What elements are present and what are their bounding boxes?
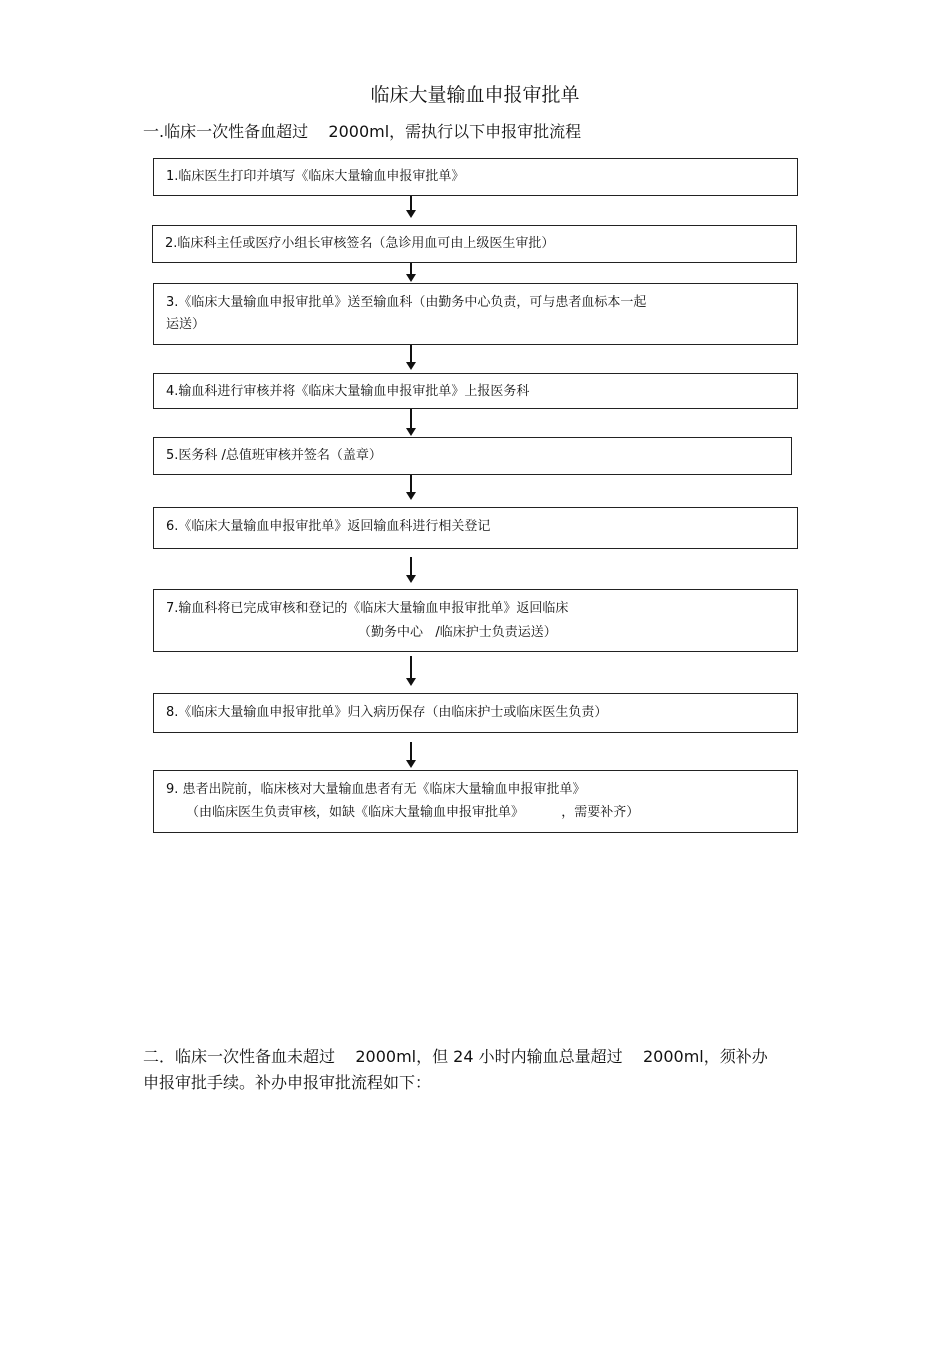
step-7-line-2: （勤务中心 /临床护士负责运送） (358, 625, 557, 640)
step-7-line-1: 7.输血科将已完成审核和登记的《临床大量输血申报审批单》返回临床 (166, 601, 569, 616)
page-title: 临床大量输血申报审批单 (370, 84, 580, 106)
step-1-line-1: 1.临床医生打印并填写《临床大量输血申报审批单》 (166, 169, 465, 184)
step-box-2 (152, 225, 797, 263)
step-8-line-1: 8.《临床大量输血申报审批单》归入病历保存（由临床护士或临床医生负责） (166, 705, 608, 720)
arrow-down-icon (404, 475, 418, 501)
arrow-down-icon (404, 742, 418, 769)
step-box-6 (153, 507, 798, 549)
step-box-1 (153, 158, 798, 196)
step-box-5 (153, 437, 792, 475)
section-2-paragraph (143, 1044, 813, 1096)
arrow-down-icon (404, 409, 418, 437)
section-1-heading: 一.临床一次性备血超过 2000ml，需执行以下申报审批流程 (143, 122, 582, 141)
arrow-down-icon (404, 656, 418, 687)
step-box-3 (153, 283, 798, 345)
arrow-down-icon (404, 196, 418, 220)
arrow-down-icon (404, 345, 418, 371)
section-2-line-2: 申报审批手续。补办申报审批流程如下： (143, 1073, 432, 1092)
step-box-9 (153, 770, 798, 833)
step-9-line-2: （由临床医生负责审核，如缺《临床大量输血申报审批单》 ，需要补齐） (186, 805, 640, 820)
step-box-8 (153, 693, 798, 733)
step-3-line-2: 运送） (166, 317, 206, 332)
section-2-line-1: 二．临床一次性备血未超过 2000ml，但 24 小时内输血总量超过 2000ml，须补办 (143, 1047, 768, 1066)
step-box-7 (153, 589, 798, 652)
step-5-line-1: 5.医务科 /总值班审核并签名（盖章） (166, 448, 382, 463)
step-2-line-1: 2.临床科主任或医疗小组长审核签名（急诊用血可由上级医生审批） (165, 236, 555, 251)
step-9-line-1: 9. 患者出院前，临床核对大量输血患者有无《临床大量输血申报审批单》 (166, 782, 586, 797)
step-box-4 (153, 373, 798, 409)
arrow-down-icon (404, 557, 418, 584)
step-3-line-1: 3.《临床大量输血申报审批单》送至输血科（由勤务中心负责，可与患者血标本一起 (166, 295, 647, 310)
step-6-line-1: 6.《临床大量输血申报审批单》返回输血科进行相关登记 (166, 519, 491, 534)
arrow-down-icon (404, 263, 418, 283)
step-4-line-1: 4.输血科进行审核并将《临床大量输血申报审批单》上报医务科 (166, 384, 530, 399)
